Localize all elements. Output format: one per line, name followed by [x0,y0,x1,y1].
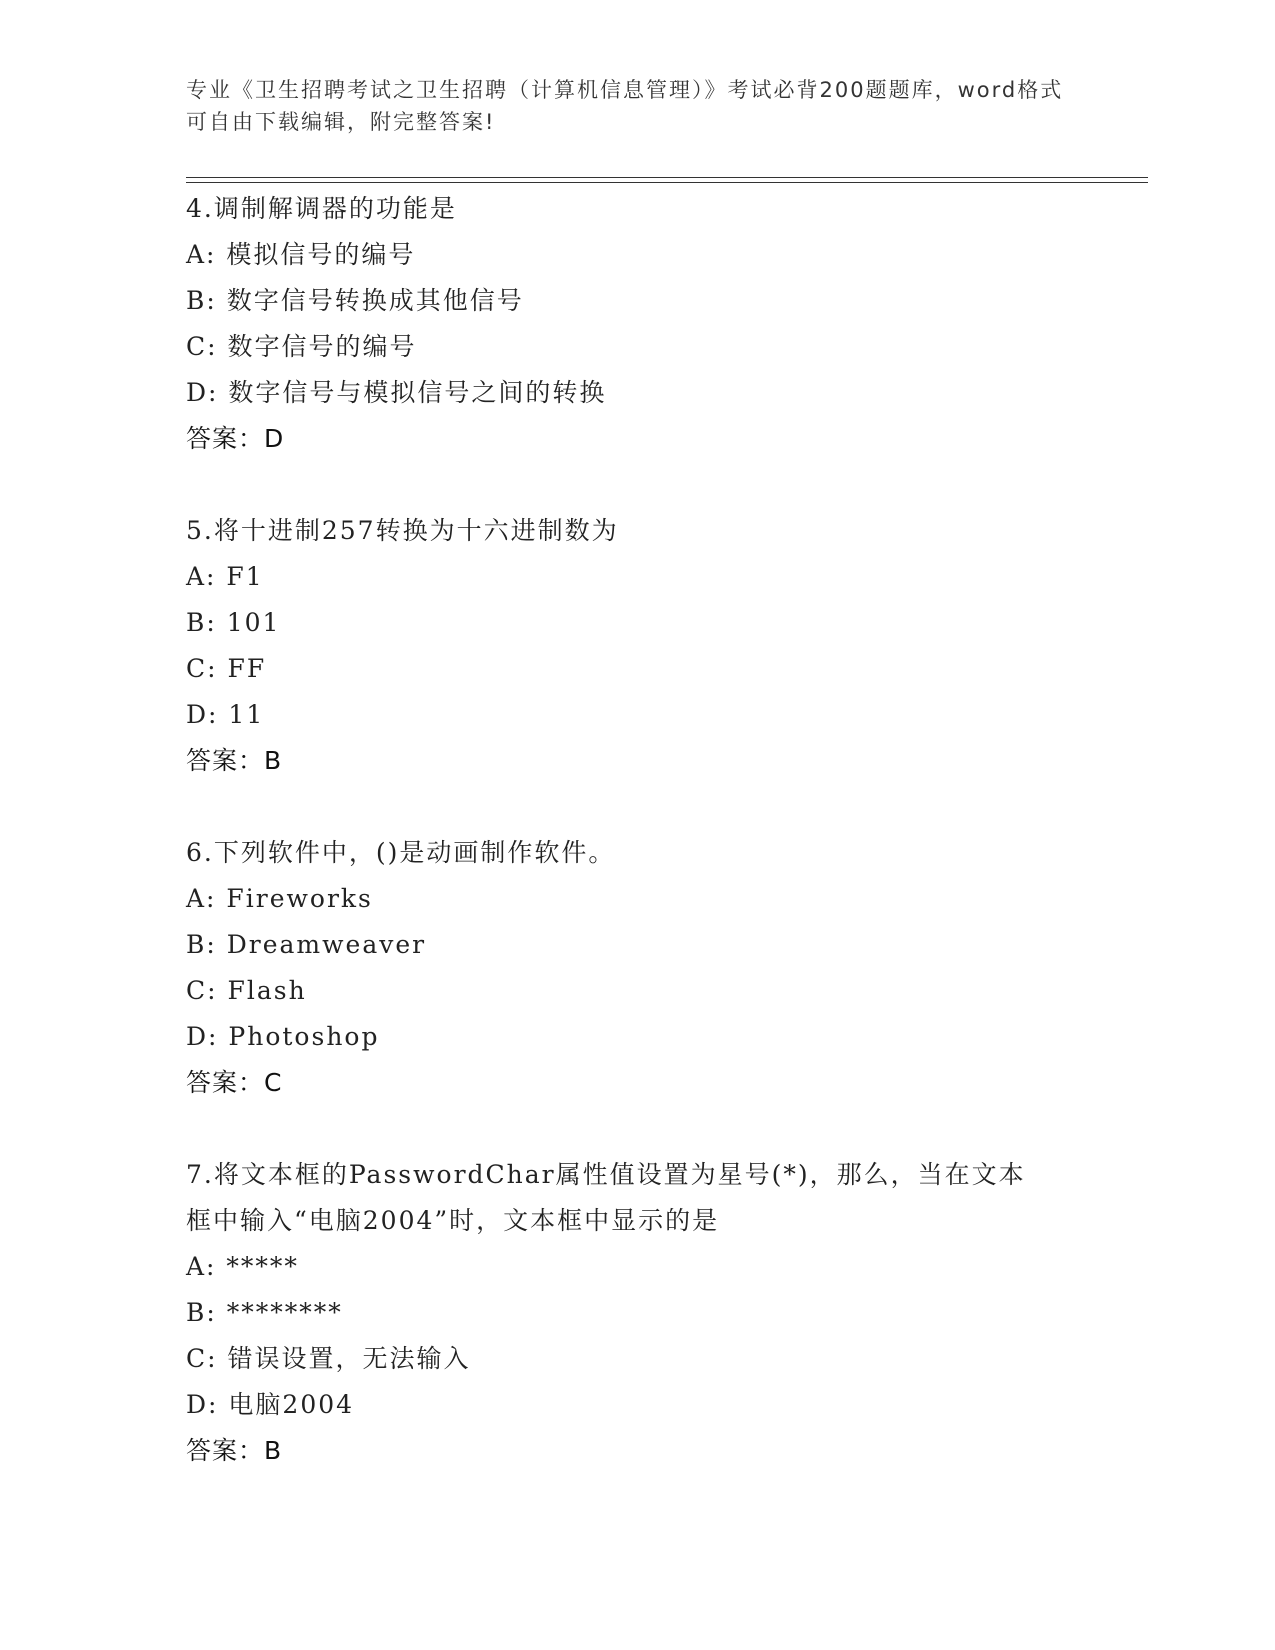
option-c: C: FF [186,654,267,683]
option-b: B: Dreamweaver [186,930,427,959]
option-d: D: 11 [186,700,265,729]
option-d: D: 电脑2004 [186,1390,355,1419]
header-divider-top [186,177,1148,178]
document-header: 专业《卫生招聘考试之卫生招聘（计算机信息管理）》考试必背200题题库，word格式可自由下载编辑，附完整答案! [186,78,1064,134]
option-a: A: Fireworks [186,884,373,913]
option-b: B: 数字信号转换成其他信号 [186,286,524,315]
question-stem: 7.将文本框的PasswordChar属性值设置为星号(*)，那么，当在文本框中输入“电脑2004”时，文本框中显示的是 [186,1160,1026,1235]
question-stem: 6.下列软件中，()是动画制作软件。 [186,838,616,867]
option-a: A: ***** [186,1252,299,1281]
question-4 [186,186,1086,462]
question-stem: 4.调制解调器的功能是 [186,194,457,223]
answer-label: 答案：D [186,424,285,453]
header-divider-bottom [186,182,1148,183]
answer-label: 答案：B [186,746,283,775]
answer-label: 答案：C [186,1068,283,1097]
option-b: B: 101 [186,608,281,637]
option-c: C: 数字信号的编号 [186,332,417,361]
answer-label: 答案：B [186,1436,283,1465]
option-c: C: 错误设置，无法输入 [186,1344,471,1373]
question-7 [186,1152,1086,1474]
option-d: D: 数字信号与模拟信号之间的转换 [186,378,607,407]
option-a: A: 模拟信号的编号 [186,240,416,269]
option-a: A: F1 [186,562,264,591]
option-d: D: Photoshop [186,1022,380,1051]
question-5 [186,508,1086,784]
option-b: B: ******** [186,1298,343,1327]
option-c: C: Flash [186,976,307,1005]
question-stem: 5.将十进制257转换为十六进制数为 [186,516,619,545]
question-6 [186,830,1086,1106]
